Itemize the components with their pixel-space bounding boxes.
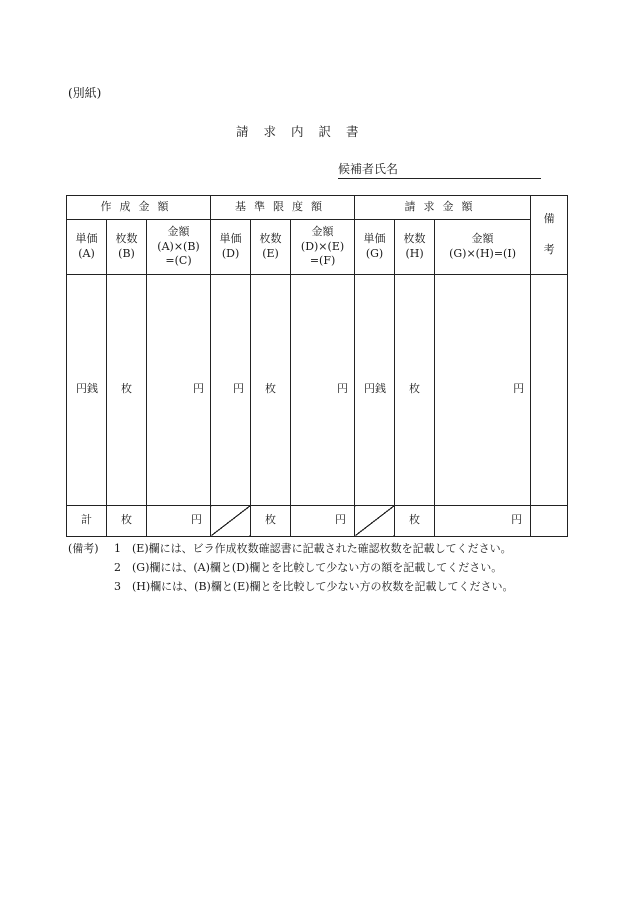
note-text: (E)欄には、ビラ作成枚数確認書に記載された確認枚数を記載してください。	[132, 542, 512, 555]
note-text: (G)欄には、(A)欄と(D)欄とを比較して少ない方の額を記載してください。	[132, 561, 503, 574]
col-header-count-e: 枚数 (E)	[251, 220, 291, 274]
group-header-claim: 請求金額	[355, 196, 531, 220]
breakdown-table	[66, 195, 568, 537]
col-header-count-b: 枚数 (B)	[107, 220, 147, 274]
unit-cell-h[interactable]: 枚	[395, 274, 435, 505]
total-amount-f[interactable]: 円	[291, 505, 355, 536]
col-header-unit-price-a: 単価 (A)	[67, 220, 107, 274]
note-number: 1	[114, 542, 121, 555]
unit-cell-c[interactable]: 円	[147, 274, 211, 505]
remarks-cell[interactable]	[531, 274, 568, 505]
col-header-amount-c: 金額 (A)×(B) =(C)	[147, 220, 211, 274]
col-header-unit-price-g: 単価 (G)	[355, 220, 395, 274]
note-item	[68, 577, 513, 596]
note-item	[68, 558, 513, 577]
unit-cell-f[interactable]: 円	[291, 274, 355, 505]
group-header-production: 作成金額	[67, 196, 211, 220]
total-row	[67, 505, 568, 536]
col-header-count-h: 枚数 (H)	[395, 220, 435, 274]
total-label: 計	[67, 505, 107, 536]
document-title: 請求内訳書	[236, 124, 374, 139]
candidate-name-field[interactable]	[338, 160, 541, 179]
group-header-limit: 基準限度額	[211, 196, 355, 220]
unit-cell-d[interactable]: 円	[211, 274, 251, 505]
remarks-char-2: 考	[543, 242, 555, 256]
total-amount-c[interactable]: 円	[147, 505, 211, 536]
candidate-name-label: 候補者氏名	[338, 162, 399, 176]
note-item	[68, 539, 513, 558]
unit-cell-e[interactable]: 枚	[251, 274, 291, 505]
unit-cell-g[interactable]: 円銭	[355, 274, 395, 505]
col-header-amount-f: 金額 (D)×(E) =(F)	[291, 220, 355, 274]
col-header-unit-price-d: 単価 (D)	[211, 220, 251, 274]
remarks-header	[531, 196, 568, 275]
entry-row[interactable]	[67, 274, 568, 505]
total-count-b[interactable]: 枚	[107, 505, 147, 536]
note-number: 2	[114, 561, 121, 574]
remarks-char-1: 備	[543, 212, 555, 225]
unit-cell-b[interactable]: 枚	[107, 274, 147, 505]
total-diagonal-g	[355, 505, 395, 536]
note-text: (H)欄には、(B)欄と(E)欄とを比較して少ない方の枚数を記載してください。	[132, 580, 514, 593]
note-number: 3	[114, 580, 121, 593]
notes-label: (備考)	[68, 542, 99, 555]
total-diagonal-d	[211, 505, 251, 536]
unit-cell-i[interactable]: 円	[435, 274, 531, 505]
total-count-e[interactable]: 枚	[251, 505, 291, 536]
col-header-amount-i: 金額 (G)×(H)=(I)	[435, 220, 531, 274]
notes-section	[68, 539, 513, 596]
total-amount-i[interactable]: 円	[435, 505, 531, 536]
unit-cell-a[interactable]: 円銭	[67, 274, 107, 505]
attachment-label: (別紙)	[68, 86, 102, 100]
total-remarks-cell[interactable]	[531, 505, 568, 536]
total-count-h[interactable]: 枚	[395, 505, 435, 536]
